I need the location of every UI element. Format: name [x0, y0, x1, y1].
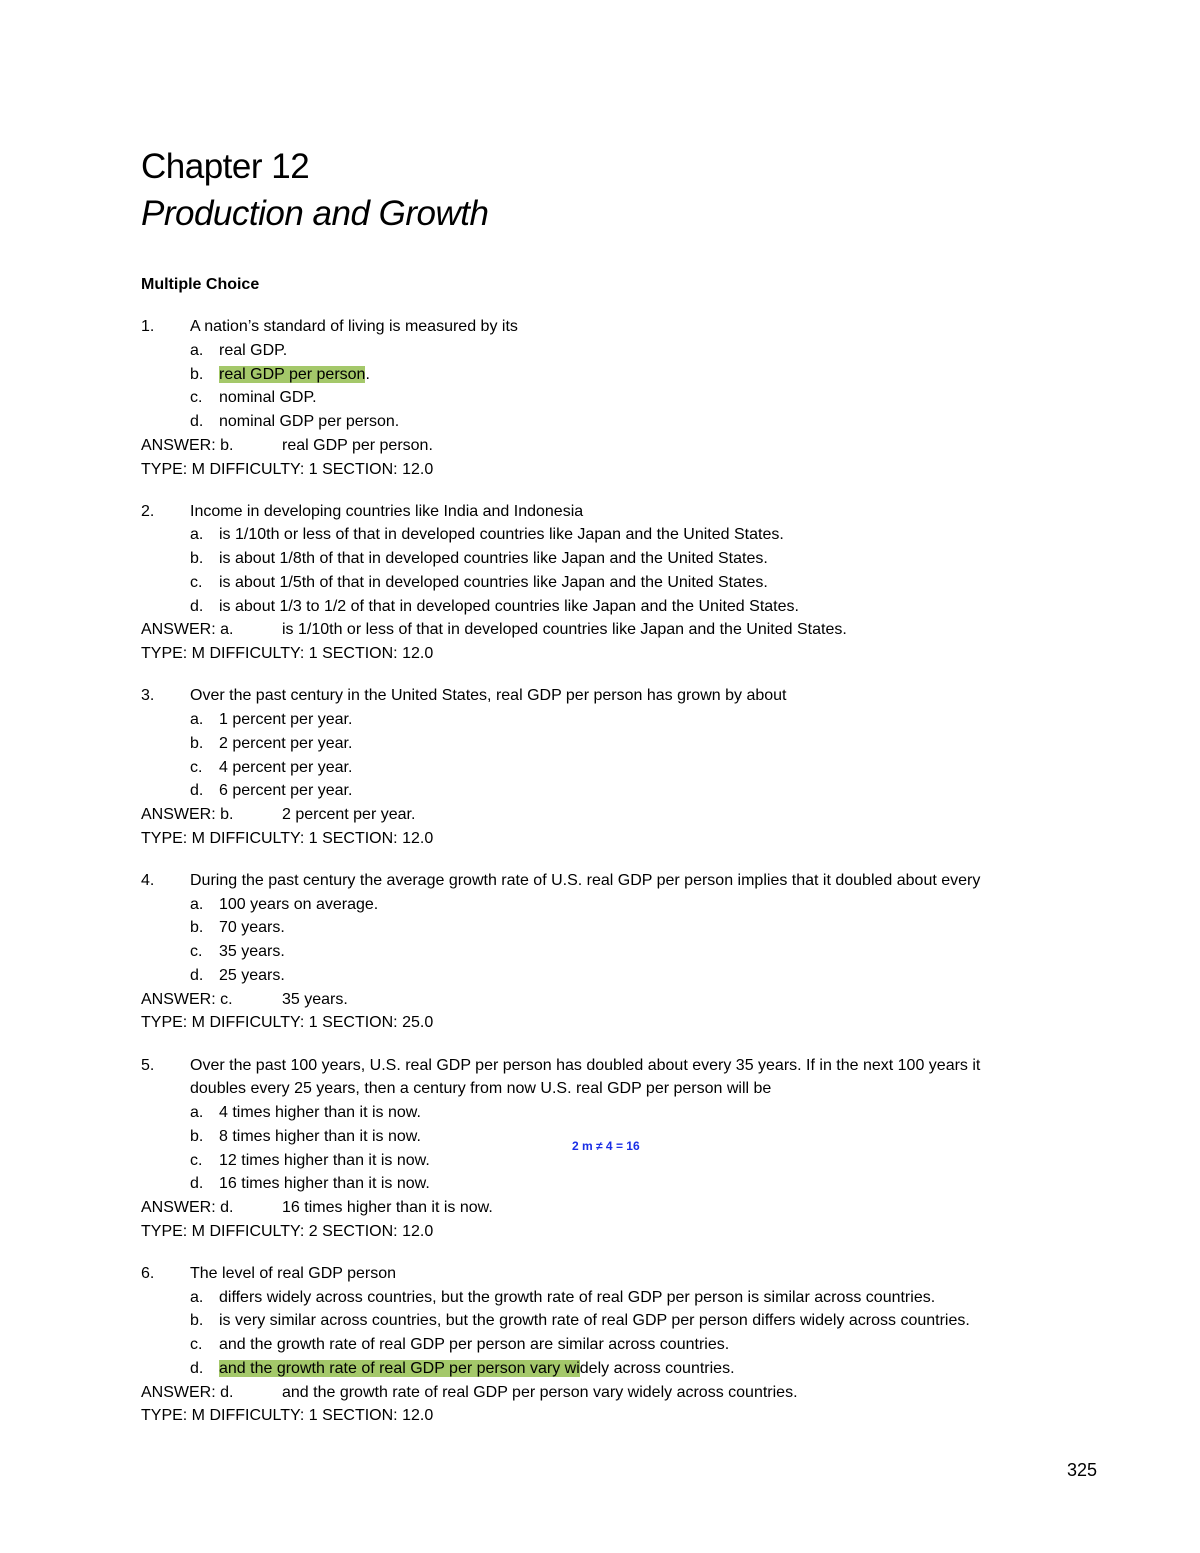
choice-letter: a. [190, 1288, 204, 1306]
choice-text: differs widely across countries, but the growth rate of real GDP per person is similar across countries. [219, 1288, 936, 1306]
answer-text: 16 times higher than it is now. [282, 1199, 493, 1217]
answer-choice [141, 523, 1071, 547]
answer-text: 35 years. [282, 990, 348, 1008]
question-number: 3. [141, 687, 155, 705]
answer-label: ANSWER: a. [141, 621, 234, 639]
choice-letter: a. [190, 711, 204, 729]
choice-text: nominal GDP. [219, 389, 317, 407]
choice-letter: b. [190, 919, 204, 937]
choice-text: 12 times higher than it is now. [219, 1151, 430, 1169]
choice-text: 25 years. [219, 966, 285, 984]
answer-choice [141, 1309, 1071, 1333]
answer-choice [141, 756, 1071, 780]
highlighted-choice-text: real GDP per person [219, 365, 366, 383]
question-stem-text: doubles every 25 years, then a century from now U.S. real GDP per person will be [190, 1080, 772, 1098]
choice-letter: c. [190, 573, 203, 591]
choice-text: is about 1/3 to 1/2 of that in developed countries like Japan and the United States. [219, 597, 799, 615]
answer-choice [141, 940, 1071, 964]
answer-choice [141, 1333, 1071, 1357]
answer-choice [141, 410, 1071, 434]
answer-choice [141, 1286, 1071, 1310]
choice-text-suffix: . [365, 365, 370, 383]
choice-text: 35 years. [219, 943, 285, 961]
choice-text: 6 percent per year. [219, 782, 353, 800]
choice-text: 100 years on average. [219, 895, 379, 913]
question-metadata: TYPE: M DIFFICULTY: 2 SECTION: 12.0 [141, 1222, 434, 1240]
question-item [141, 869, 1071, 1035]
choice-letter: b. [190, 365, 204, 383]
answer-label: ANSWER: b. [141, 806, 234, 824]
answer-choice [141, 1101, 1071, 1125]
answer-choice [141, 339, 1071, 363]
answer-choice [141, 964, 1071, 988]
question-stem-line [141, 1054, 1071, 1078]
choice-letter: a. [190, 895, 204, 913]
answer-choice [141, 595, 1071, 619]
choice-letter: b. [190, 734, 204, 752]
choice-letter: d. [190, 413, 204, 430]
choice-text: 4 percent per year. [219, 758, 353, 776]
question-metadata: TYPE: M DIFFICULTY: 1 SECTION: 12.0 [141, 1407, 434, 1425]
question-number: 4. [141, 871, 155, 889]
answer-line [141, 1196, 1071, 1220]
question-metadata: TYPE: M DIFFICULTY: 1 SECTION: 12.0 [141, 460, 434, 478]
question-metadata: TYPE: M DIFFICULTY: 1 SECTION: 25.0 [141, 1014, 434, 1032]
choice-text-suffix: dely across countries. [579, 1359, 735, 1377]
choice-letter: b. [190, 1312, 204, 1330]
choice-text: is very similar across countries, but the growth rate of real GDP per person differs widely across countries. [219, 1312, 970, 1330]
question-stem-line [141, 315, 1071, 339]
choice-letter: d. [190, 1359, 204, 1377]
choice-letter: b. [190, 1127, 204, 1145]
choice-text: is about 1/5th of that in developed countries like Japan and the United States. [219, 573, 768, 591]
choice-text: and the growth rate of real GDP per person are similar across countries. [219, 1336, 730, 1354]
choice-letter: a. [190, 1104, 204, 1122]
question-number: 1. [141, 318, 155, 335]
answer-choice [141, 916, 1071, 940]
answer-choice [141, 779, 1071, 803]
answer-label: ANSWER: c. [141, 990, 233, 1008]
question-stem-line [141, 684, 1071, 708]
choice-letter: d. [190, 1175, 204, 1193]
answer-choice [141, 893, 1071, 917]
page-number: 325 [1067, 1460, 1098, 1480]
question-stem-text: Over the past century in the United States, real GDP per person has grown by about [190, 687, 787, 705]
question-stem-line [141, 1262, 1071, 1286]
answer-line [141, 988, 1071, 1012]
highlighted-choice-text: and the growth rate of real GDP per person vary wi [219, 1359, 580, 1377]
choice-text: 4 times higher than it is now. [219, 1104, 421, 1122]
question-stem-line [141, 500, 1071, 524]
question-stem-line [141, 869, 1071, 893]
choice-letter: c. [190, 758, 203, 776]
choice-letter: c. [190, 389, 203, 407]
choice-letter: b. [190, 550, 204, 568]
question-stem-text: During the past century the average growth rate of U.S. real GDP per person implies that it doubled about every [190, 871, 981, 889]
question-metadata: TYPE: M DIFFICULTY: 1 SECTION: 12.0 [141, 829, 434, 847]
answer-label: ANSWER: d. [141, 1383, 234, 1401]
question-stem-text: The level of real GDP person [190, 1264, 397, 1282]
question-item [141, 500, 1071, 666]
section-heading: Multiple Choice [141, 276, 260, 293]
answer-choice [141, 547, 1071, 571]
choice-text: 16 times higher than it is now. [219, 1175, 430, 1193]
choice-text: 8 times higher than it is now. [219, 1127, 421, 1145]
question-stem-text: A nation’s standard of living is measured by its [190, 318, 518, 335]
choice-text: is 1/10th or less of that in developed countries like Japan and the United States. [219, 526, 784, 544]
question-number: 2. [141, 502, 155, 520]
question-list [141, 315, 1071, 1447]
question-stem-text: Over the past 100 years, U.S. real GDP per person has doubled about every 35 years. If in the next 100 years it [190, 1056, 981, 1074]
answer-text: real GDP per person. [282, 436, 433, 454]
choice-letter: d. [190, 966, 204, 984]
answer-text: is 1/10th or less of that in developed countries like Japan and the United States. [282, 621, 847, 639]
answer-label: ANSWER: b. [141, 436, 234, 454]
choice-text: nominal GDP per person. [219, 413, 400, 430]
answer-label: ANSWER: d. [141, 1199, 234, 1217]
answer-line [141, 434, 1071, 458]
handwritten-note: 2 m ≠ 4 = 16 [572, 1139, 640, 1153]
choice-text: 2 percent per year. [219, 734, 353, 752]
answer-line [141, 803, 1071, 827]
answer-choice [141, 363, 1071, 387]
question-stem-line [141, 1077, 1071, 1101]
choice-letter: c. [190, 943, 203, 961]
choice-text: is about 1/8th of that in developed countries like Japan and the United States. [219, 550, 768, 568]
choice-letter: a. [190, 526, 204, 544]
answer-text: and the growth rate of real GDP per person vary widely across countries. [282, 1383, 798, 1401]
choice-letter: c. [190, 1151, 203, 1169]
choice-letter: d. [190, 782, 204, 800]
question-item [141, 315, 1071, 481]
question-number: 6. [141, 1264, 155, 1282]
choice-text: 1 percent per year. [219, 711, 353, 729]
answer-choice [141, 732, 1071, 756]
question-item [141, 1262, 1071, 1428]
choice-letter: c. [190, 1336, 203, 1354]
choice-text: 70 years. [219, 919, 285, 937]
question-item [141, 684, 1071, 850]
question-stem-text: Income in developing countries like India and Indonesia [190, 502, 584, 520]
question-metadata: TYPE: M DIFFICULTY: 1 SECTION: 12.0 [141, 645, 434, 663]
answer-choice [141, 571, 1071, 595]
choice-letter: a. [190, 341, 204, 359]
answer-line [141, 1381, 1071, 1405]
answer-choice [141, 1357, 1071, 1381]
answer-choice [141, 386, 1071, 410]
answer-choice [141, 708, 1071, 732]
answer-text: 2 percent per year. [282, 806, 416, 824]
chapter-heading: Chapter 12 [141, 147, 310, 186]
chapter-title: Production and Growth [141, 194, 489, 233]
question-number: 5. [141, 1056, 155, 1074]
answer-choice [141, 1172, 1071, 1196]
choice-text: real GDP. [219, 341, 288, 359]
answer-line [141, 618, 1071, 642]
choice-letter: d. [190, 597, 204, 615]
